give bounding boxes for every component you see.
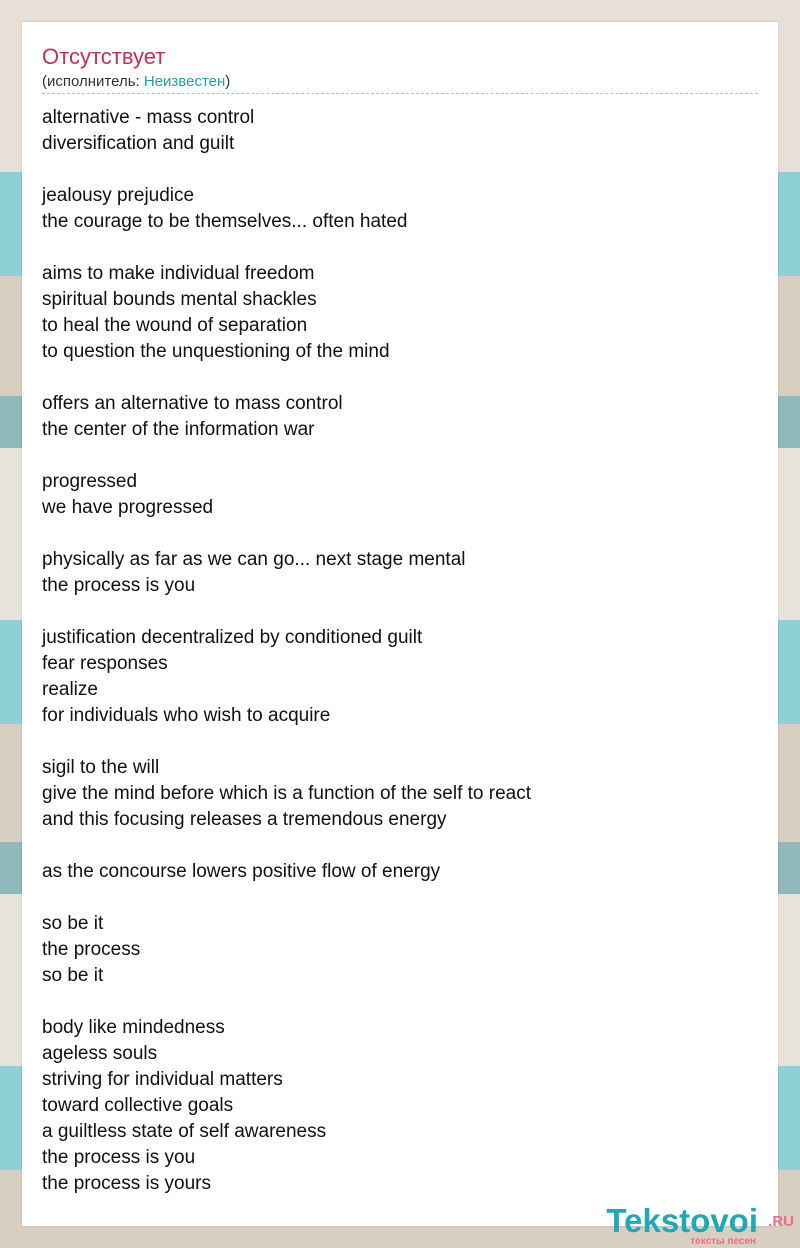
lyrics-body xyxy=(42,105,758,1223)
stanza xyxy=(42,391,758,443)
lyric-line: a guiltless state of self awareness xyxy=(42,1121,327,1142)
lyric-line: the courage to be themselves... often hated xyxy=(42,211,408,232)
lyric-line: the process xyxy=(42,939,141,960)
stanza xyxy=(42,547,758,599)
artist-label-close: ) xyxy=(225,73,231,90)
title-divider xyxy=(42,93,758,94)
lyric-line: justification decentralized by conditioned guilt xyxy=(42,627,423,648)
stanza xyxy=(42,105,758,157)
stanza xyxy=(42,1015,758,1197)
lyric-line: sigil to the will xyxy=(42,757,160,778)
lyric-line: as the concourse lowers positive flow of energy xyxy=(42,861,441,882)
lyrics-card xyxy=(22,22,778,1226)
stanza xyxy=(42,183,758,235)
lyric-line: progressed xyxy=(42,471,138,492)
lyric-line: we have progressed xyxy=(42,497,214,518)
stanza xyxy=(42,755,758,833)
lyric-line: physically as far as we can go... next stage mental xyxy=(42,549,466,570)
lyric-line: realize xyxy=(42,679,98,700)
artist-line xyxy=(42,72,230,92)
stanza xyxy=(42,911,758,989)
lyric-line: aims to make individual freedom xyxy=(42,263,315,284)
lyric-line: alternative - mass control xyxy=(42,107,255,128)
lyric-line: ageless souls xyxy=(42,1043,158,1064)
artist-link[interactable]: Неизвестен xyxy=(143,73,226,90)
lyric-line: jealousy prejudice xyxy=(42,185,195,206)
lyric-line: so be it xyxy=(42,965,104,986)
lyric-line: give the mind before which is a function of the self to react xyxy=(42,783,531,804)
lyric-line: the process is you xyxy=(42,575,196,596)
lyric-line: so be it xyxy=(42,913,104,934)
stanza xyxy=(42,469,758,521)
logo-tld: .RU xyxy=(768,1213,794,1230)
logo-wordmark: Tekstovoi xyxy=(606,1202,758,1239)
lyric-line: the center of the information war xyxy=(42,419,315,440)
lyric-line: spiritual bounds mental shackles xyxy=(42,289,317,310)
lyric-line: to heal the wound of separation xyxy=(42,315,308,336)
lyric-line: striving for individual matters xyxy=(42,1069,283,1090)
lyric-line: and this focusing releases a tremendous energy xyxy=(42,809,447,830)
stanza xyxy=(42,625,758,729)
stanza xyxy=(42,859,758,885)
lyric-line: fear responses xyxy=(42,653,168,674)
artist-label: (исполнитель: xyxy=(42,73,144,90)
lyric-line: diversification and guilt xyxy=(42,133,235,154)
site-logo[interactable] xyxy=(584,1203,794,1247)
lyric-line: to question the unquestioning of the mind xyxy=(42,341,390,362)
stanza xyxy=(42,261,758,365)
lyric-line: the process is you xyxy=(42,1147,196,1168)
lyric-line: the process is yours xyxy=(42,1173,211,1194)
lyric-line: toward collective goals xyxy=(42,1095,234,1116)
song-title: Отсутствует xyxy=(42,44,166,69)
lyric-line: offers an alternative to mass control xyxy=(42,393,343,414)
lyric-line: body like mindedness xyxy=(42,1017,225,1038)
lyric-line: for individuals who wish to acquire xyxy=(42,705,331,726)
logo-tagline: тексты песен xyxy=(690,1236,756,1247)
